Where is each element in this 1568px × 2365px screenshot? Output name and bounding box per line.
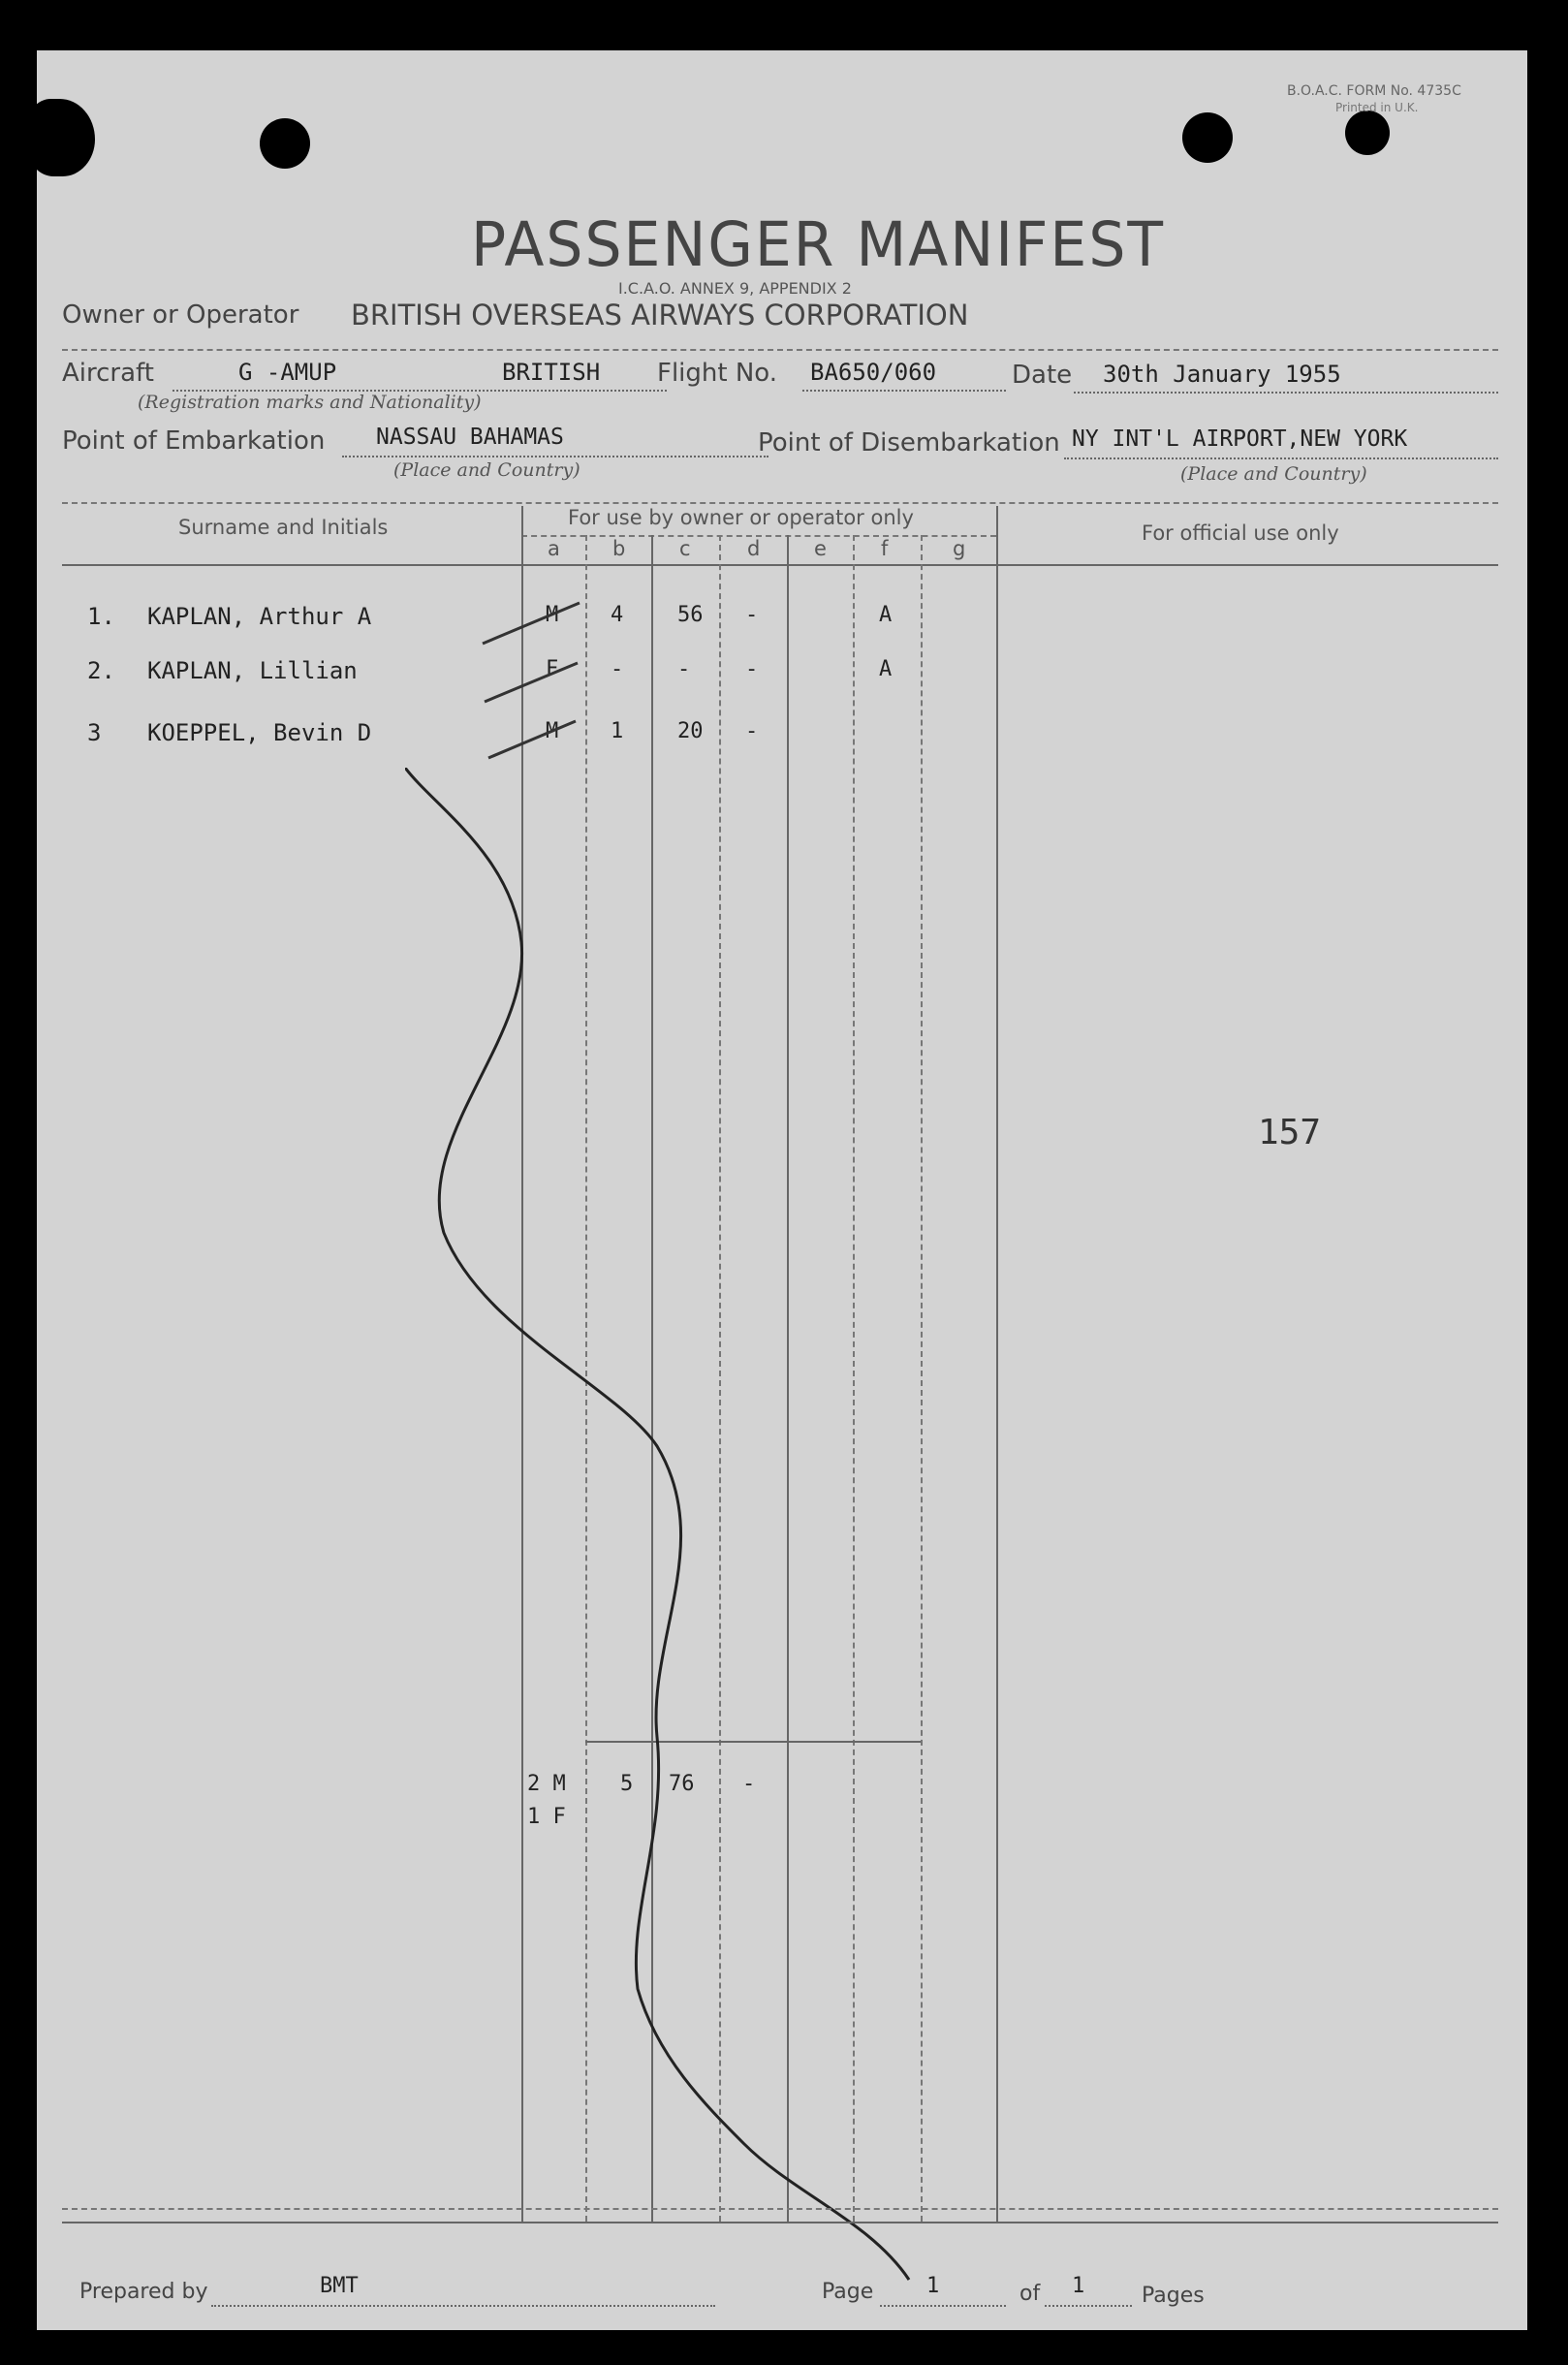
row-number: 1. xyxy=(87,603,115,630)
column-letter-e: e xyxy=(814,537,827,560)
form-printed: Printed in U.K. xyxy=(1335,101,1419,114)
page-label: Page xyxy=(822,2280,874,2304)
disembarkation-caption: (Place and Country) xyxy=(1180,463,1367,485)
flight-number: BA650/060 xyxy=(810,359,937,386)
column-letter-g: g xyxy=(953,537,966,560)
rule xyxy=(62,502,1498,504)
rule xyxy=(1045,2305,1132,2307)
flight-label: Flight No. xyxy=(657,359,778,388)
cell-a: F xyxy=(546,657,559,681)
disembarkation-label: Point of Disembarkation xyxy=(758,428,1060,457)
passenger-name: KAPLAN, Arthur A xyxy=(147,603,372,630)
column-letter-c: c xyxy=(679,537,691,560)
manifest-sheet xyxy=(37,50,1527,2330)
aircraft-label: Aircraft xyxy=(62,359,154,388)
of-label: of xyxy=(1019,2282,1041,2306)
embarkation-label: Point of Embarkation xyxy=(62,426,326,456)
total-b: 5 xyxy=(620,1772,634,1796)
pages-label: Pages xyxy=(1142,2284,1205,2308)
aircraft-registration: G -AMUP xyxy=(238,359,337,386)
column-letter-f: f xyxy=(881,537,889,560)
cell-c: 20 xyxy=(677,719,704,743)
cell-b: - xyxy=(611,657,624,681)
page-title: PASSENGER MANIFEST xyxy=(471,209,1166,281)
rule xyxy=(62,2222,1498,2223)
column-letter-a: a xyxy=(548,537,560,560)
of-value: 1 xyxy=(1072,2274,1085,2298)
pen-line xyxy=(405,768,987,2299)
cell-d: - xyxy=(745,603,759,627)
cell-c: - xyxy=(677,657,691,681)
rule xyxy=(1074,392,1498,394)
official-use-header: For official use only xyxy=(1142,521,1339,545)
embarkation-caption: (Place and Country) xyxy=(393,459,580,481)
cell-a: M xyxy=(546,719,559,743)
cell-d: - xyxy=(745,719,759,743)
rule xyxy=(62,564,1498,566)
total-a-male: 2 M xyxy=(527,1772,566,1796)
punch-hole-right xyxy=(1345,110,1390,155)
row-number: 3 xyxy=(87,719,102,746)
prepared-label: Prepared by xyxy=(79,2280,208,2304)
divider xyxy=(62,349,1498,351)
row-number: 2. xyxy=(87,657,115,684)
cell-f: A xyxy=(879,657,893,681)
prepared-value: BMT xyxy=(320,2274,359,2298)
cell-a: M xyxy=(546,603,559,627)
rule xyxy=(211,2305,715,2307)
embarkation-value: NASSAU BAHAMAS xyxy=(376,425,564,450)
punch-hole-left xyxy=(260,118,310,169)
torn-corner xyxy=(27,99,95,176)
date-value: 30th January 1955 xyxy=(1103,361,1341,388)
official-note: 157 xyxy=(1258,1113,1322,1152)
rule xyxy=(342,456,768,457)
rule xyxy=(802,390,1006,392)
form-number: B.O.A.C. FORM No. 4735C xyxy=(1287,83,1461,99)
operator-value: BRITISH OVERSEAS AIRWAYS CORPORATION xyxy=(351,299,969,331)
passenger-name: KAPLAN, Lillian xyxy=(147,657,358,684)
cell-c: 56 xyxy=(677,603,704,627)
punch-hole-center xyxy=(1182,112,1233,163)
surname-header: Surname and Initials xyxy=(178,516,389,539)
column-letter-b: b xyxy=(612,537,626,560)
operator-label: Owner or Operator xyxy=(62,300,299,330)
total-d: - xyxy=(742,1772,756,1796)
rule xyxy=(880,2305,1006,2307)
rule xyxy=(1064,457,1498,459)
cell-b: 1 xyxy=(611,719,624,743)
rule xyxy=(996,506,998,2222)
cell-f: A xyxy=(879,603,893,627)
date-label: Date xyxy=(1012,361,1073,390)
page-subtitle: I.C.A.O. ANNEX 9, APPENDIX 2 xyxy=(618,279,852,298)
total-c: 76 xyxy=(669,1772,695,1796)
cell-d: - xyxy=(745,657,759,681)
aircraft-caption: (Registration marks and Nationality) xyxy=(138,392,482,413)
column-letter-d: d xyxy=(747,537,761,560)
rule xyxy=(62,2208,1498,2210)
aircraft-nationality: BRITISH xyxy=(502,359,601,386)
passenger-name: KOEPPEL, Bevin D xyxy=(147,719,372,746)
total-a-female: 1 F xyxy=(527,1805,566,1829)
page-value: 1 xyxy=(926,2274,940,2298)
disembarkation-value: NY INT'L AIRPORT,NEW YORK xyxy=(1072,426,1408,452)
owner-use-header: For use by owner or operator only xyxy=(568,506,914,529)
cell-b: 4 xyxy=(611,603,624,627)
